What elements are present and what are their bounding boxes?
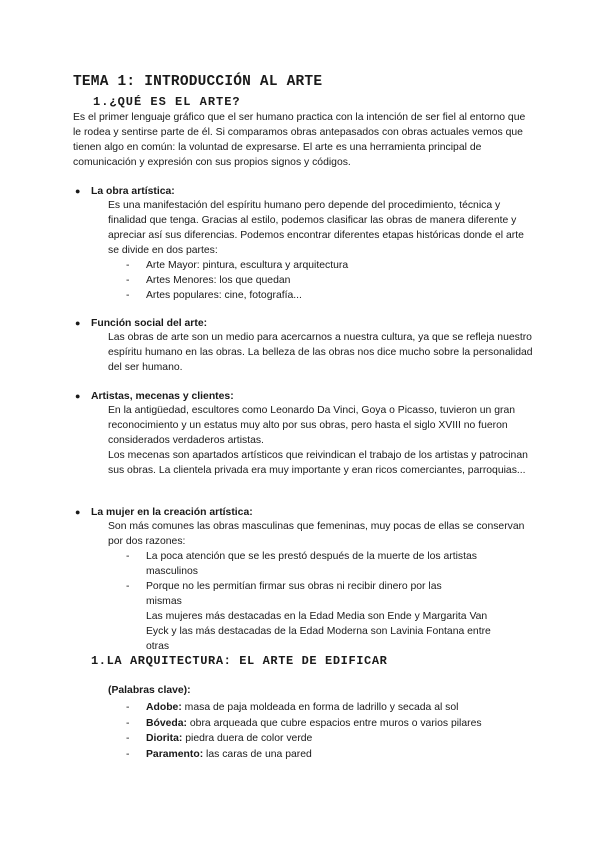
heading-text: Función social del arte: (91, 318, 208, 329)
paragraph: Las mujeres más destacadas en la Edad Media son Ende y Margarita Van Eyck y las más destacadas de la Edad Moderna son Lavinia Fontana entre otras (146, 611, 491, 652)
funcion-social-body (108, 330, 533, 375)
bullet-heading-artistas-mecenas (75, 389, 234, 404)
intro-paragraph: Es el primer lenguaje gráfico que el ser humano practica con la intención de ser fiel al entorno que le rodea y sentirse parte de él. Si comparamos obras antepasados con obras actuales vemos que tienen algo en común: la voluntad de expresarse. El arte es una herramienta principal de comunicación y expresión con sus propios signos y códigos. (73, 112, 526, 168)
paragraph: Las obras de arte son un medio para acercarnos a nuestra cultura, ya que se refleja nuestro espíritu humano en las obras. La belleza de las obras nos dice mucho sobre la personalidad del ser humano. (108, 332, 533, 373)
paragraph: Es una manifestación del espíritu humano pero depende del procedimiento, técnica y finalidad que tenga. Gracias al estilo, podemos clasificar las obras de manera diferente y apreciar así sus diferencias. Podemos encontrar diferentes etapas históricas donde el arte se divide en dos partes: (108, 200, 524, 256)
bullet-icon: ● (75, 318, 81, 328)
keywords-heading: (Palabras clave): (108, 685, 191, 696)
keyword-definition: obra arqueada que cubre espacios entre muros o varios pilares (187, 717, 482, 729)
bullet-heading-mujer-creacion (75, 505, 253, 520)
list-item: - Artes populares: cine, fotografía... (108, 288, 533, 303)
keyword-definition: masa de paja moldeada en forma de ladrillo y secada al sol (181, 702, 459, 713)
keyword-term: Diorita: (146, 733, 183, 744)
bullet-icon: ● (75, 186, 81, 196)
keyword-term: Paramento: (146, 748, 204, 760)
page-title: TEMA 1: INTRODUCCIÓN AL ARTE (73, 74, 323, 90)
bullet-heading-funcion-social (75, 316, 208, 331)
section-heading-arquitectura: 1.LA ARQUITECTURA: EL ARTE DE EDIFICAR (91, 654, 388, 668)
heading-text: Artistas, mecenas y clientes: (91, 391, 234, 402)
section-heading-que-es-el-arte: 1.¿QUÉ ES EL ARTE? (93, 95, 241, 109)
keyword-definition: piedra duera de color verde (182, 733, 313, 744)
keyword-term: Bóveda: (146, 717, 187, 729)
keywords-list (108, 700, 528, 762)
heading-text: La mujer en la creación artística: (91, 507, 253, 518)
obra-artistica-body (108, 198, 533, 303)
dash-list (108, 258, 533, 303)
keyword-term: Adobe: (146, 702, 182, 713)
list-item: - Porque no les permitían firmar sus obras ni recibir dinero por las mismas (108, 579, 478, 609)
list-item: - Arte Mayor: pintura, escultura y arquitectura (108, 258, 533, 273)
keyword-item (108, 716, 528, 732)
list-item: - Artes Menores: los que quedan (108, 273, 533, 288)
dash-list (108, 549, 478, 609)
paragraph: En la antigüedad, escultores como Leonardo Da Vinci, Goya o Picasso, tuvieron un gran reconocimiento y un estatus muy alto por sus obras, pero hasta el siglo XVIII no fueron considerados verdaderos artistas. (108, 405, 516, 446)
mujer-creacion-body (108, 519, 533, 654)
heading-text: La obra artística: (91, 186, 175, 197)
keyword-item (108, 700, 528, 716)
paragraph: Los mecenas son apartados artísticos que reivindican el trabajo de los artistas y patrocinan sus obras. La clientela privada era muy importante y eran ricos comerciantes, parroquias... (108, 450, 528, 476)
paragraph: Son más comunes las obras masculinas que femeninas, muy pocas de ellas se conservan por dos razones: (108, 521, 525, 547)
keyword-definition: las caras de una pared (203, 748, 312, 760)
bullet-heading-obra-artistica (75, 184, 175, 199)
artistas-mecenas-body (108, 403, 533, 478)
bullet-icon: ● (75, 507, 81, 517)
keyword-item (108, 747, 528, 763)
list-item: - La poca atención que se les prestó después de la muerte de los artistas masculinos (108, 549, 478, 579)
keyword-item (108, 731, 528, 747)
bullet-icon: ● (75, 391, 81, 401)
